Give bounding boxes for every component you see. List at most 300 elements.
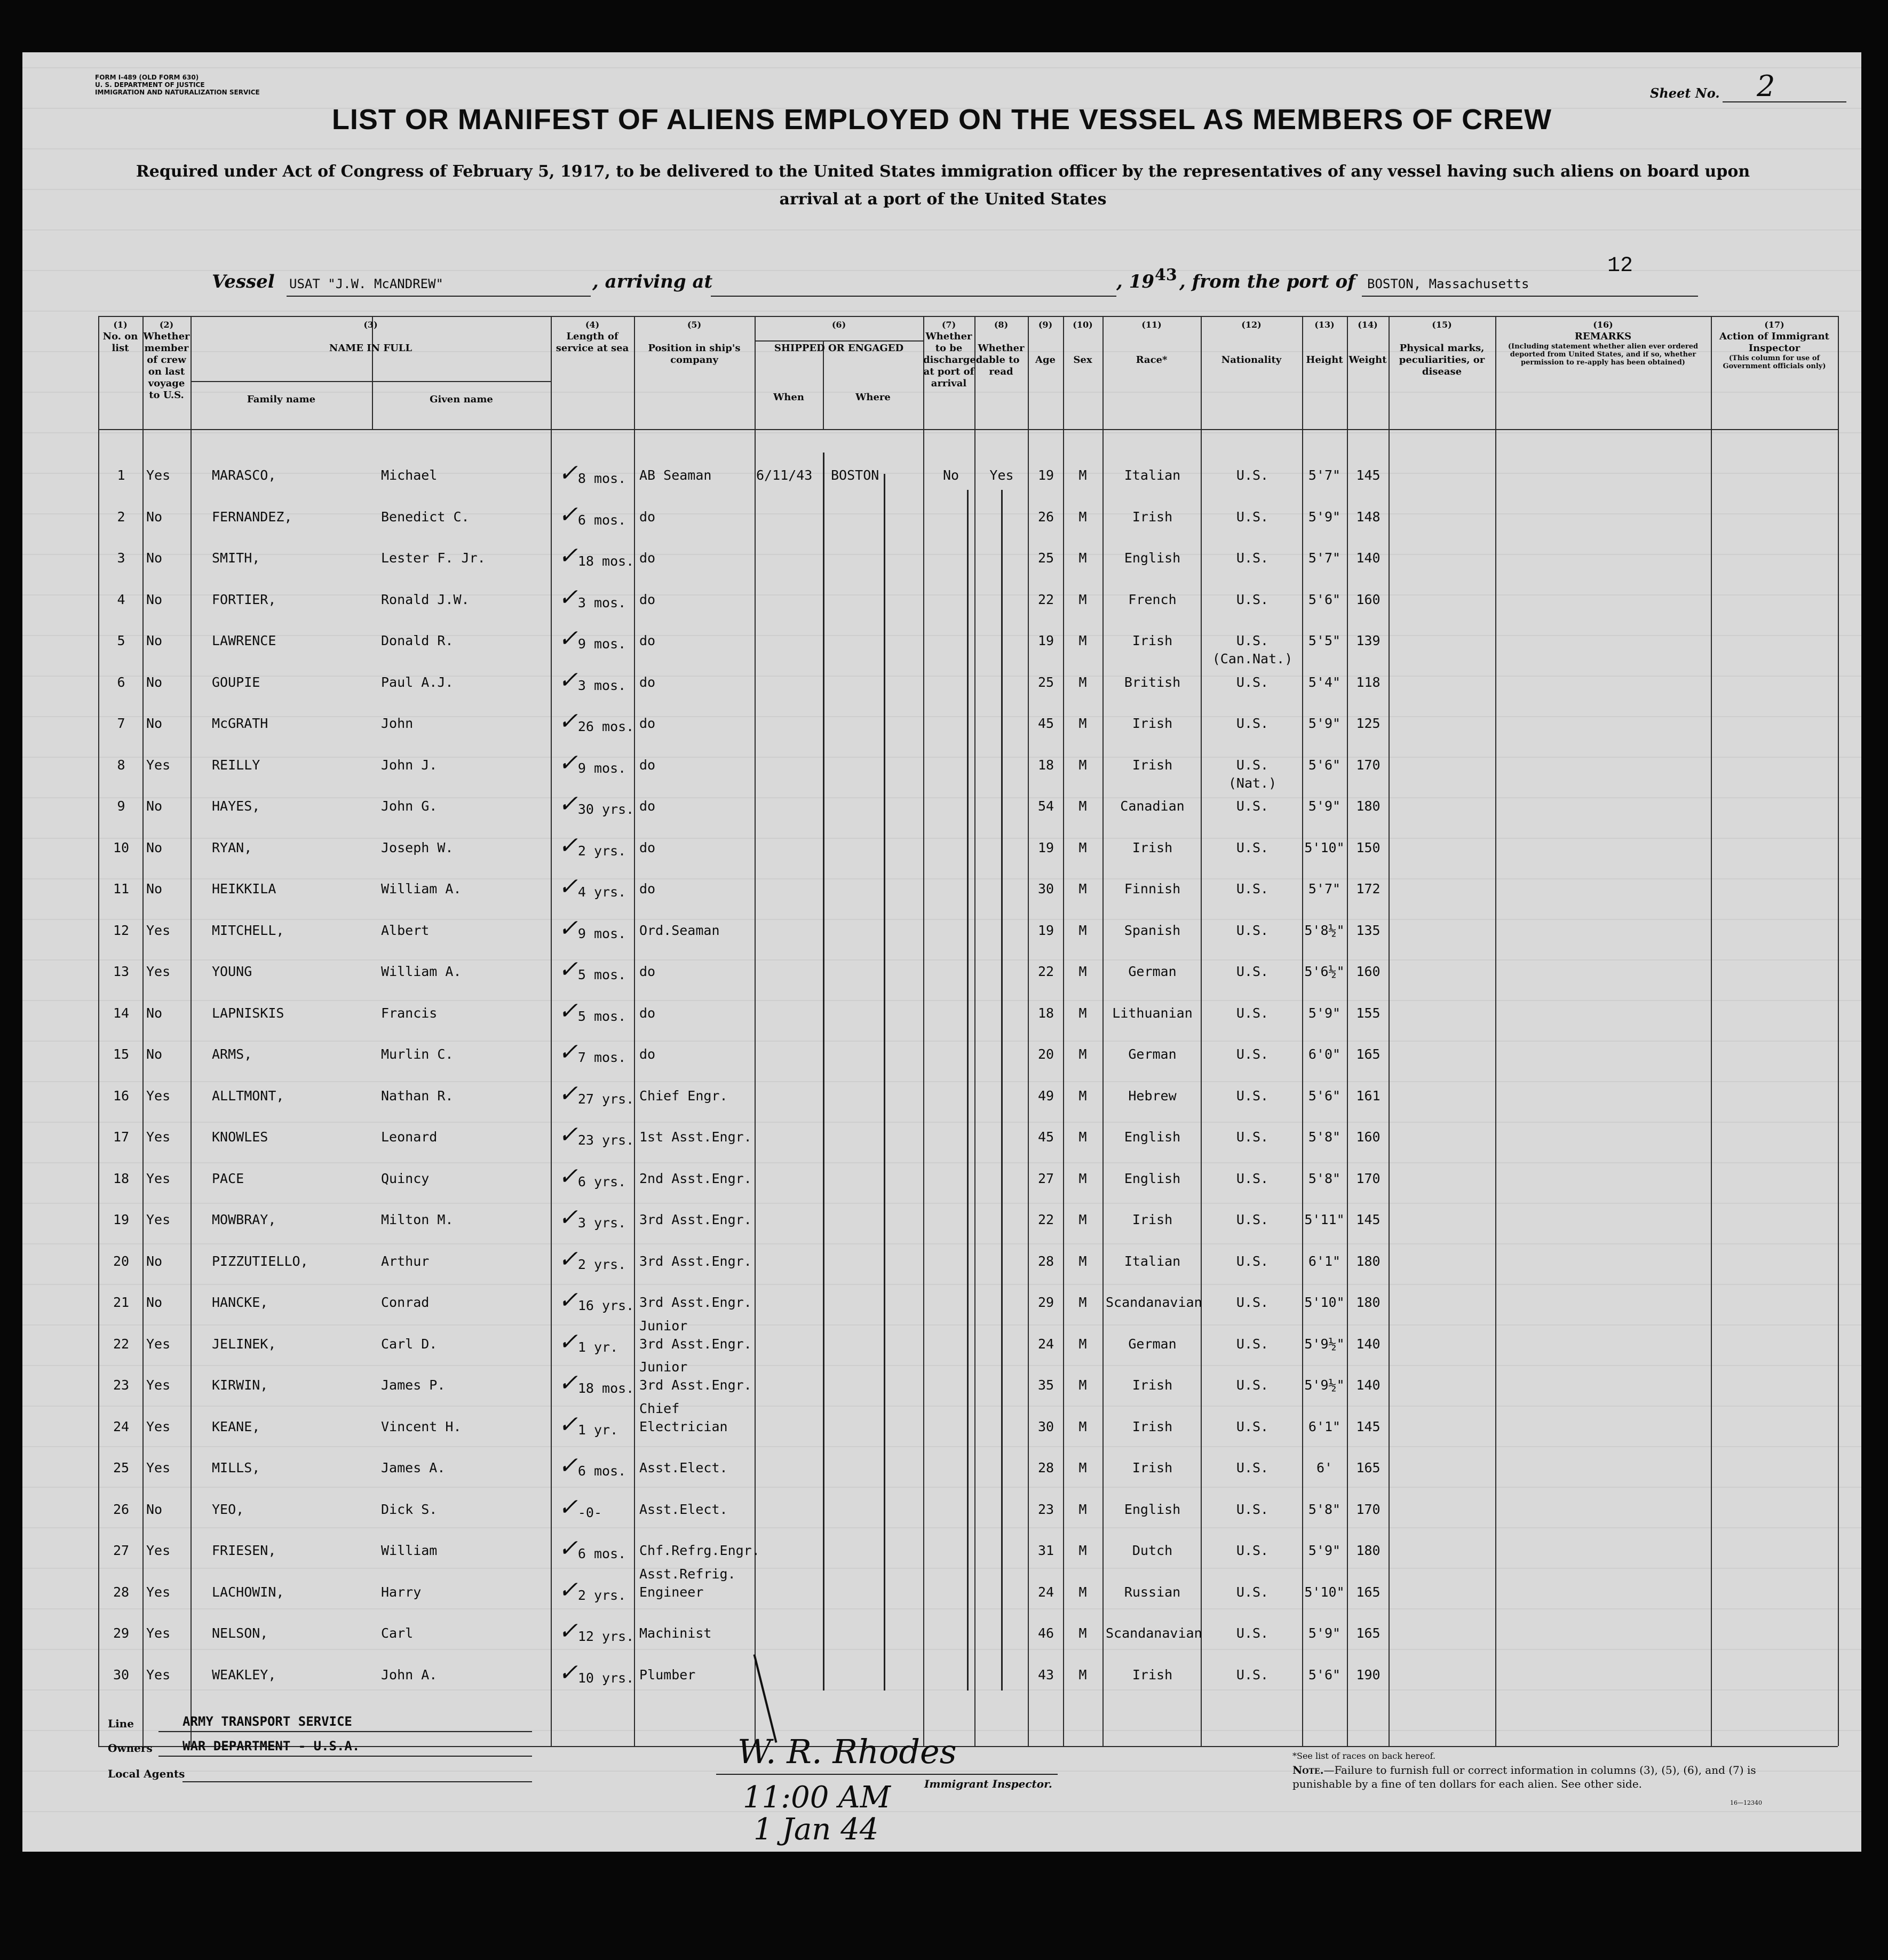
- cell-height: 5'6": [1308, 1088, 1341, 1104]
- cell-race: Irish: [1132, 1418, 1173, 1434]
- from-port: BOSTON, Massachusetts: [1367, 276, 1529, 291]
- check-mark-icon: ✓: [558, 1493, 578, 1521]
- cell-age: 19: [1037, 633, 1054, 648]
- cell-position: Chf.Refrg.Engr.: [639, 1543, 760, 1558]
- table-row: [22, 1121, 1861, 1170]
- cell-nat: U.S.: [1236, 1212, 1269, 1227]
- table-row: [22, 790, 1861, 839]
- table-row: [22, 1204, 1861, 1252]
- table-row: [22, 1566, 1861, 1625]
- cell-given: Vincent H.: [381, 1418, 462, 1434]
- cell-nat: U.S.: [1236, 1129, 1269, 1145]
- check-mark-icon: ✓: [558, 1121, 578, 1148]
- cell-nat: U.S.: [1236, 591, 1269, 607]
- column-header-shipped: (6) SHIPPED OR ENGAGED: [774, 320, 904, 354]
- cell-position-top: Chief: [639, 1400, 680, 1416]
- cell-nat: U.S.: [1236, 1377, 1269, 1393]
- cell-given: John G.: [381, 798, 438, 814]
- check-mark-icon: ✓: [558, 583, 578, 611]
- cell-no: 6: [117, 674, 125, 690]
- cell-prev: No: [146, 591, 163, 607]
- cell-given: Joseph W.: [381, 839, 454, 855]
- cell-nat: U.S.: [1236, 881, 1269, 896]
- penalty-note: Note.—Failure to furnish full or correct information in columns (3), (5), (6), and (7) is punishable by a fine of ten dollars for each alien. See other side.: [1292, 1764, 1756, 1790]
- column-header-given-name: Given name: [430, 394, 493, 405]
- cell-prev: No: [146, 509, 163, 525]
- cell-no: 7: [117, 716, 125, 731]
- cell-service: ✓12 yrs.: [558, 1617, 634, 1645]
- cell-height: 5'10": [1304, 1295, 1345, 1310]
- cell-prev: No: [146, 1253, 163, 1269]
- check-mark-icon: ✓: [558, 1162, 578, 1190]
- cell-age: 25: [1037, 550, 1054, 566]
- cell-race: French: [1128, 591, 1177, 607]
- check-mark-icon: ✓: [558, 542, 578, 569]
- from-label: , from the port of: [1179, 271, 1355, 292]
- cell-family: PACE: [212, 1170, 244, 1186]
- cell-nat: U.S.: [1236, 509, 1269, 525]
- cell-given: Murlin C.: [381, 1046, 454, 1062]
- cell-nat: U.S.: [1236, 467, 1269, 483]
- cell-family: McGRATH: [212, 716, 268, 731]
- cell-given: Benedict C.: [381, 509, 470, 525]
- cell-no: 5: [117, 633, 125, 648]
- cell-family: ALLTMONT,: [212, 1088, 284, 1104]
- cell-age: 45: [1037, 716, 1054, 731]
- cell-sex: M: [1078, 1584, 1087, 1600]
- cell-position: Electrician: [639, 1418, 728, 1434]
- cell-race: Italian: [1124, 1253, 1181, 1269]
- cell-service: ✓18 mos.: [558, 1369, 634, 1396]
- cell-service: ✓4 yrs.: [558, 873, 626, 900]
- cell-weight: 180: [1356, 798, 1381, 814]
- cell-prev: No: [146, 1046, 163, 1062]
- cell-height: 5'7": [1308, 881, 1341, 896]
- cell-height: 5'7": [1308, 550, 1341, 566]
- table-row: [22, 1535, 1861, 1583]
- column-header-name: (3) NAME IN FULL: [329, 320, 412, 354]
- table-row: [22, 1318, 1861, 1377]
- cell-position: 3rd Asst.Engr.: [639, 1295, 752, 1310]
- column-header-position: (5) Position in ship's company: [648, 320, 741, 366]
- cell-nat: U.S.: [1236, 1667, 1269, 1683]
- cell-no: 19: [113, 1212, 130, 1227]
- cell-prev: Yes: [146, 467, 171, 483]
- cell-given: Milton M.: [381, 1212, 454, 1227]
- cell-height: 5'7": [1308, 467, 1341, 483]
- cell-weight: 140: [1356, 1377, 1381, 1393]
- table-row: [22, 1162, 1861, 1211]
- cell-weight: 155: [1356, 1005, 1381, 1021]
- cell-family: MILLS,: [212, 1460, 260, 1475]
- cell-position: do: [639, 1046, 656, 1062]
- cell-race: German: [1128, 1336, 1177, 1352]
- cell-no: 30: [113, 1667, 130, 1683]
- table-row: [22, 1287, 1861, 1335]
- cell-height: 5'9½": [1304, 1377, 1345, 1393]
- cell-nationality-note: (Nat.): [1228, 775, 1277, 791]
- cell-family: LAPNISKIS: [212, 1005, 284, 1021]
- check-mark-icon: ✓: [558, 997, 578, 1025]
- sheet-number-value: 2: [1757, 69, 1775, 103]
- cell-age: 49: [1037, 1088, 1054, 1104]
- cell-weight: 118: [1356, 674, 1381, 690]
- cell-prev: No: [146, 1295, 163, 1310]
- cell-race: Hebrew: [1128, 1088, 1177, 1104]
- cell-sex: M: [1078, 550, 1087, 566]
- cell-family: LACHOWIN,: [212, 1584, 284, 1600]
- cell-no: 9: [117, 798, 125, 814]
- cell-position: 2nd Asst.Engr.: [639, 1170, 752, 1186]
- cell-family: RYAN,: [212, 839, 252, 855]
- cell-position: do: [639, 757, 656, 773]
- table-row: [22, 914, 1861, 963]
- inspector-signature: W. R. Rhodes: [737, 1732, 957, 1771]
- cell-prev: No: [146, 839, 163, 855]
- cell-nat: U.S.: [1236, 1418, 1269, 1434]
- cell-position: do: [639, 509, 656, 525]
- cell-height: 5'6½": [1304, 964, 1345, 979]
- column-header-family-name: Family name: [247, 394, 316, 405]
- table-row: [22, 666, 1861, 715]
- cell-service: ✓-0-: [558, 1493, 602, 1521]
- cell-weight: 170: [1356, 1501, 1381, 1517]
- cell-service: ✓16 yrs.: [558, 1287, 634, 1314]
- cell-prev: No: [146, 550, 163, 566]
- cell-prev: Yes: [146, 1377, 171, 1393]
- cell-age: 19: [1037, 839, 1054, 855]
- cell-position: do: [639, 550, 656, 566]
- cell-sex: M: [1078, 1460, 1087, 1475]
- cell-age: 46: [1037, 1625, 1054, 1641]
- cell-weight: 145: [1356, 467, 1381, 483]
- cell-prev: Yes: [146, 1460, 171, 1475]
- cell-given: William: [381, 1543, 438, 1558]
- cell-service: ✓6 mos.: [558, 1452, 626, 1479]
- form-identifier: [95, 74, 260, 96]
- cell-nat: U.S.: [1236, 1625, 1269, 1641]
- cell-family: KEANE,: [212, 1418, 260, 1434]
- check-mark-icon: ✓: [558, 666, 578, 694]
- cell-nat: U.S.: [1236, 757, 1269, 773]
- cell-sex: M: [1078, 881, 1087, 896]
- cell-service: ✓2 yrs.: [558, 1576, 626, 1604]
- cell-race: Irish: [1132, 509, 1173, 525]
- check-mark-icon: ✓: [558, 1369, 578, 1396]
- cell-age: 19: [1037, 922, 1054, 938]
- column-header-when: When: [773, 392, 804, 403]
- cell-race: Irish: [1132, 1212, 1173, 1227]
- cell-no: 3: [117, 550, 125, 566]
- check-mark-icon: ✓: [558, 1080, 578, 1107]
- cell-age: 27: [1037, 1170, 1054, 1186]
- cell-family: FORTIER,: [212, 591, 276, 607]
- cell-prev: Yes: [146, 1584, 171, 1600]
- cell-weight: 190: [1356, 1667, 1381, 1683]
- cell-service: ✓6 yrs.: [558, 1162, 626, 1190]
- cell-position: 1st Asst.Engr.: [639, 1129, 752, 1145]
- cell-age: 20: [1037, 1046, 1054, 1062]
- cell-position: 3rd Asst.Engr.: [639, 1212, 752, 1227]
- cell-position-top: Junior: [639, 1359, 688, 1375]
- cell-given: John: [381, 716, 414, 731]
- cell-height: 5'6": [1308, 591, 1341, 607]
- cell-weight: 170: [1356, 1170, 1381, 1186]
- cell-family: FRIESEN,: [212, 1543, 276, 1558]
- cell-height: 5'8": [1308, 1170, 1341, 1186]
- cell-race: Irish: [1132, 633, 1173, 648]
- cell-height: 5'8½": [1304, 922, 1345, 938]
- cell-family: REILLY: [212, 757, 260, 773]
- year-label: , 19: [1116, 271, 1154, 292]
- cell-nat: U.S.: [1236, 1295, 1269, 1310]
- column-header-remarks: (16) REMARKS (Including statement whether alien ever ordered deported from United States, and if so, whether permission to re-apply has been obtained): [1508, 320, 1699, 367]
- cell-height: 5'10": [1304, 839, 1345, 855]
- cell-service: ✓5 mos.: [558, 997, 626, 1025]
- cell-race: Italian: [1124, 467, 1181, 483]
- cell-prev: Yes: [146, 922, 171, 938]
- cell-sex: M: [1078, 1377, 1087, 1393]
- cell-read: Yes: [989, 467, 1014, 483]
- table-row: [22, 542, 1861, 591]
- check-mark-icon: ✓: [558, 501, 578, 528]
- cell-sex: M: [1078, 922, 1087, 938]
- cell-sex: M: [1078, 1336, 1087, 1352]
- cell-no: 13: [113, 964, 130, 979]
- cell-nat: U.S.: [1236, 1501, 1269, 1517]
- cell-race: English: [1124, 1501, 1181, 1517]
- cell-service: ✓5 mos.: [558, 956, 626, 983]
- cell-nat: U.S.: [1236, 798, 1269, 814]
- cell-family: KNOWLES: [212, 1129, 268, 1145]
- cell-sex: M: [1078, 964, 1087, 979]
- cell-nat: U.S.: [1236, 1460, 1269, 1475]
- cell-prev: No: [146, 881, 163, 896]
- cell-position: Ord.Seaman: [639, 922, 720, 938]
- column-header-height: (13) Height: [1306, 320, 1343, 366]
- cell-sex: M: [1078, 1088, 1087, 1104]
- cell-race: Irish: [1132, 1460, 1173, 1475]
- cell-age: 29: [1037, 1295, 1054, 1310]
- cell-no: 14: [113, 1005, 130, 1021]
- check-mark-icon: ✓: [558, 708, 578, 735]
- cell-height: 5'9": [1308, 716, 1341, 731]
- cell-age: 54: [1037, 798, 1054, 814]
- cell-nationality-note: (Can.Nat.): [1212, 651, 1293, 666]
- cell-sex: M: [1078, 1295, 1087, 1310]
- page-subtitle: Required under Act of Congress of February 5, 1917, to be delivered to the United States immigration officer by the representatives of any vessel having such aliens on board upon arrival at a port of the United States: [136, 162, 1750, 209]
- cell-height: 5'9": [1308, 509, 1341, 525]
- local-agents-label: Local Agents: [108, 1767, 185, 1780]
- cell-family: HEIKKILA: [212, 881, 276, 896]
- vessel-name: USAT "J.W. McANDREW": [289, 276, 443, 291]
- cell-given: Ronald J.W.: [381, 591, 470, 607]
- cell-given: John J.: [381, 757, 438, 773]
- cell-prev: Yes: [146, 1212, 171, 1227]
- cell-nat: U.S.: [1236, 633, 1269, 648]
- cell-age: 30: [1037, 881, 1054, 896]
- cell-family: JELINEK,: [212, 1336, 276, 1352]
- vessel-label: Vessel: [212, 271, 275, 292]
- cell-weight: 125: [1356, 716, 1381, 731]
- cell-race: German: [1128, 1046, 1177, 1062]
- cell-family: HANCKE,: [212, 1295, 268, 1310]
- cell-weight: 172: [1356, 881, 1381, 896]
- sheet-number-label: Sheet No.: [1650, 85, 1720, 101]
- cell-race: English: [1124, 1170, 1181, 1186]
- table-row: [22, 873, 1861, 922]
- table-row: [22, 1400, 1861, 1459]
- cell-age: 30: [1037, 1418, 1054, 1434]
- cell-given: Albert: [381, 922, 430, 938]
- cell-prev: Yes: [146, 1170, 171, 1186]
- cell-position-top: Asst.Refrig.: [639, 1566, 736, 1582]
- cell-race: Irish: [1132, 1667, 1173, 1683]
- cell-weight: 165: [1356, 1625, 1381, 1641]
- cell-race: Scandanavian: [1106, 1295, 1202, 1310]
- check-mark-icon: ✓: [558, 1659, 578, 1686]
- cell-height: 6'1": [1308, 1418, 1341, 1434]
- cell-sex: M: [1078, 591, 1087, 607]
- arriving-label: , arriving at: [592, 271, 713, 292]
- cell-prev: No: [146, 798, 163, 814]
- year-value: 43: [1155, 266, 1177, 284]
- cell-family: KIRWIN,: [212, 1377, 268, 1393]
- cell-service: ✓2 yrs.: [558, 831, 626, 859]
- cell-given: Paul A.J.: [381, 674, 454, 690]
- cell-service: ✓26 mos.: [558, 708, 634, 735]
- cell-weight: 150: [1356, 839, 1381, 855]
- service-name: IMMIGRATION AND NATURALIZATION SERVICE: [95, 89, 260, 96]
- cell-service: ✓7 mos.: [558, 1038, 626, 1066]
- cell-nat: U.S.: [1236, 1336, 1269, 1352]
- cell-position: 3rd Asst.Engr.: [639, 1253, 752, 1269]
- cell-given: William A.: [381, 964, 462, 979]
- check-mark-icon: ✓: [558, 1452, 578, 1479]
- manifest-sheet: [22, 52, 1861, 1852]
- cell-position: do: [639, 798, 656, 814]
- cell-nat: U.S.: [1236, 1253, 1269, 1269]
- cell-given: Dick S.: [381, 1501, 438, 1517]
- cell-family: YEO,: [212, 1501, 244, 1517]
- cell-prev: Yes: [146, 1336, 171, 1352]
- cell-no: 10: [113, 839, 130, 855]
- department-name: U. S. DEPARTMENT OF JUSTICE: [95, 81, 205, 89]
- cell-age: 19: [1037, 467, 1054, 483]
- cell-given: James A.: [381, 1460, 446, 1475]
- cell-prev: Yes: [146, 964, 171, 979]
- cell-service: ✓10 yrs.: [558, 1659, 634, 1686]
- cell-weight: 180: [1356, 1543, 1381, 1558]
- table-row: [22, 1493, 1861, 1542]
- column-header-race: (11) Race*: [1136, 320, 1168, 366]
- check-mark-icon: ✓: [558, 1576, 578, 1604]
- cell-sex: M: [1078, 509, 1087, 525]
- cell-service: ✓1 yr.: [558, 1328, 618, 1355]
- cell-given: Lester F. Jr.: [381, 550, 486, 566]
- cell-race: Irish: [1132, 1377, 1173, 1393]
- cell-given: William A.: [381, 881, 462, 896]
- table-row: [22, 1080, 1861, 1129]
- cell-no: 21: [113, 1295, 130, 1310]
- cell-height: 5'10": [1304, 1584, 1345, 1600]
- cell-given: Harry: [381, 1584, 422, 1600]
- column-header-service: (4) Length of service at sea: [556, 320, 629, 354]
- cell-no: 28: [113, 1584, 130, 1600]
- cell-weight: 160: [1356, 591, 1381, 607]
- cell-given: Carl: [381, 1625, 414, 1641]
- cell-weight: 165: [1356, 1046, 1381, 1062]
- cell-height: 6': [1316, 1460, 1333, 1475]
- check-mark-icon: ✓: [558, 1328, 578, 1355]
- column-header-physical-marks: (15) Physical marks, peculiarities, or disease: [1399, 320, 1485, 377]
- cell-age: 18: [1037, 1005, 1054, 1021]
- cell-position: do: [639, 839, 656, 855]
- cell-prev: Yes: [146, 1543, 171, 1558]
- cell-height: 5'6": [1308, 757, 1341, 773]
- cell-nat: U.S.: [1236, 1170, 1269, 1186]
- cell-position: do: [639, 964, 656, 979]
- table-row: [22, 956, 1861, 1004]
- races-note: *See list of races on back hereof.: [1292, 1751, 1436, 1761]
- cell-height: 5'4": [1308, 674, 1341, 690]
- cell-height: 6'1": [1308, 1253, 1341, 1269]
- cell-family: ARMS,: [212, 1046, 252, 1062]
- cell-service: ✓18 mos.: [558, 542, 634, 569]
- check-mark-icon: ✓: [558, 1038, 578, 1066]
- cell-weight: 165: [1356, 1584, 1381, 1600]
- cell-height: 5'11": [1304, 1212, 1345, 1227]
- cell-prev: Yes: [146, 757, 171, 773]
- cell-sex: M: [1078, 1501, 1087, 1517]
- cell-race: Scandanavian: [1106, 1625, 1202, 1641]
- cell-weight: 140: [1356, 550, 1381, 566]
- cell-service: ✓1 yr.: [558, 1410, 618, 1438]
- check-mark-icon: ✓: [558, 1617, 578, 1645]
- cell-position: do: [639, 633, 656, 648]
- cell-given: Francis: [381, 1005, 438, 1021]
- cell-position: AB Seaman: [639, 467, 712, 483]
- page-title: LIST OR MANIFEST OF ALIENS EMPLOYED ON THE VESSEL AS MEMBERS OF CREW: [331, 104, 1552, 136]
- cell-nat: U.S.: [1236, 674, 1269, 690]
- cell-race: Irish: [1132, 716, 1173, 731]
- table-row: [22, 997, 1861, 1046]
- cell-weight: 140: [1356, 1336, 1381, 1352]
- owners-value: WAR DEPARTMENT - U.S.A.: [183, 1739, 360, 1753]
- cell-age: 28: [1037, 1253, 1054, 1269]
- cell-no: 18: [113, 1170, 130, 1186]
- cell-weight: 160: [1356, 1129, 1381, 1145]
- check-mark-icon: ✓: [558, 790, 578, 818]
- check-mark-icon: ✓: [558, 459, 578, 487]
- cell-sex: M: [1078, 1418, 1087, 1434]
- cell-service: ✓23 yrs.: [558, 1121, 634, 1148]
- cell-position: do: [639, 716, 656, 731]
- column-header-weight: (14) Weight: [1348, 320, 1387, 366]
- cell-sex: M: [1078, 1667, 1087, 1683]
- check-mark-icon: ✓: [558, 1245, 578, 1273]
- cell-race: Finnish: [1124, 881, 1181, 896]
- table-row: [22, 708, 1861, 756]
- cell-disch: No: [942, 467, 959, 483]
- cell-position: do: [639, 1005, 656, 1021]
- cell-given: John A.: [381, 1667, 438, 1683]
- print-code: 16—12340: [1730, 1799, 1762, 1806]
- cell-sex: M: [1078, 1543, 1087, 1558]
- cell-prev: Yes: [146, 1129, 171, 1145]
- cell-service: ✓9 mos.: [558, 914, 626, 942]
- cell-service: ✓8 mos.: [558, 459, 626, 487]
